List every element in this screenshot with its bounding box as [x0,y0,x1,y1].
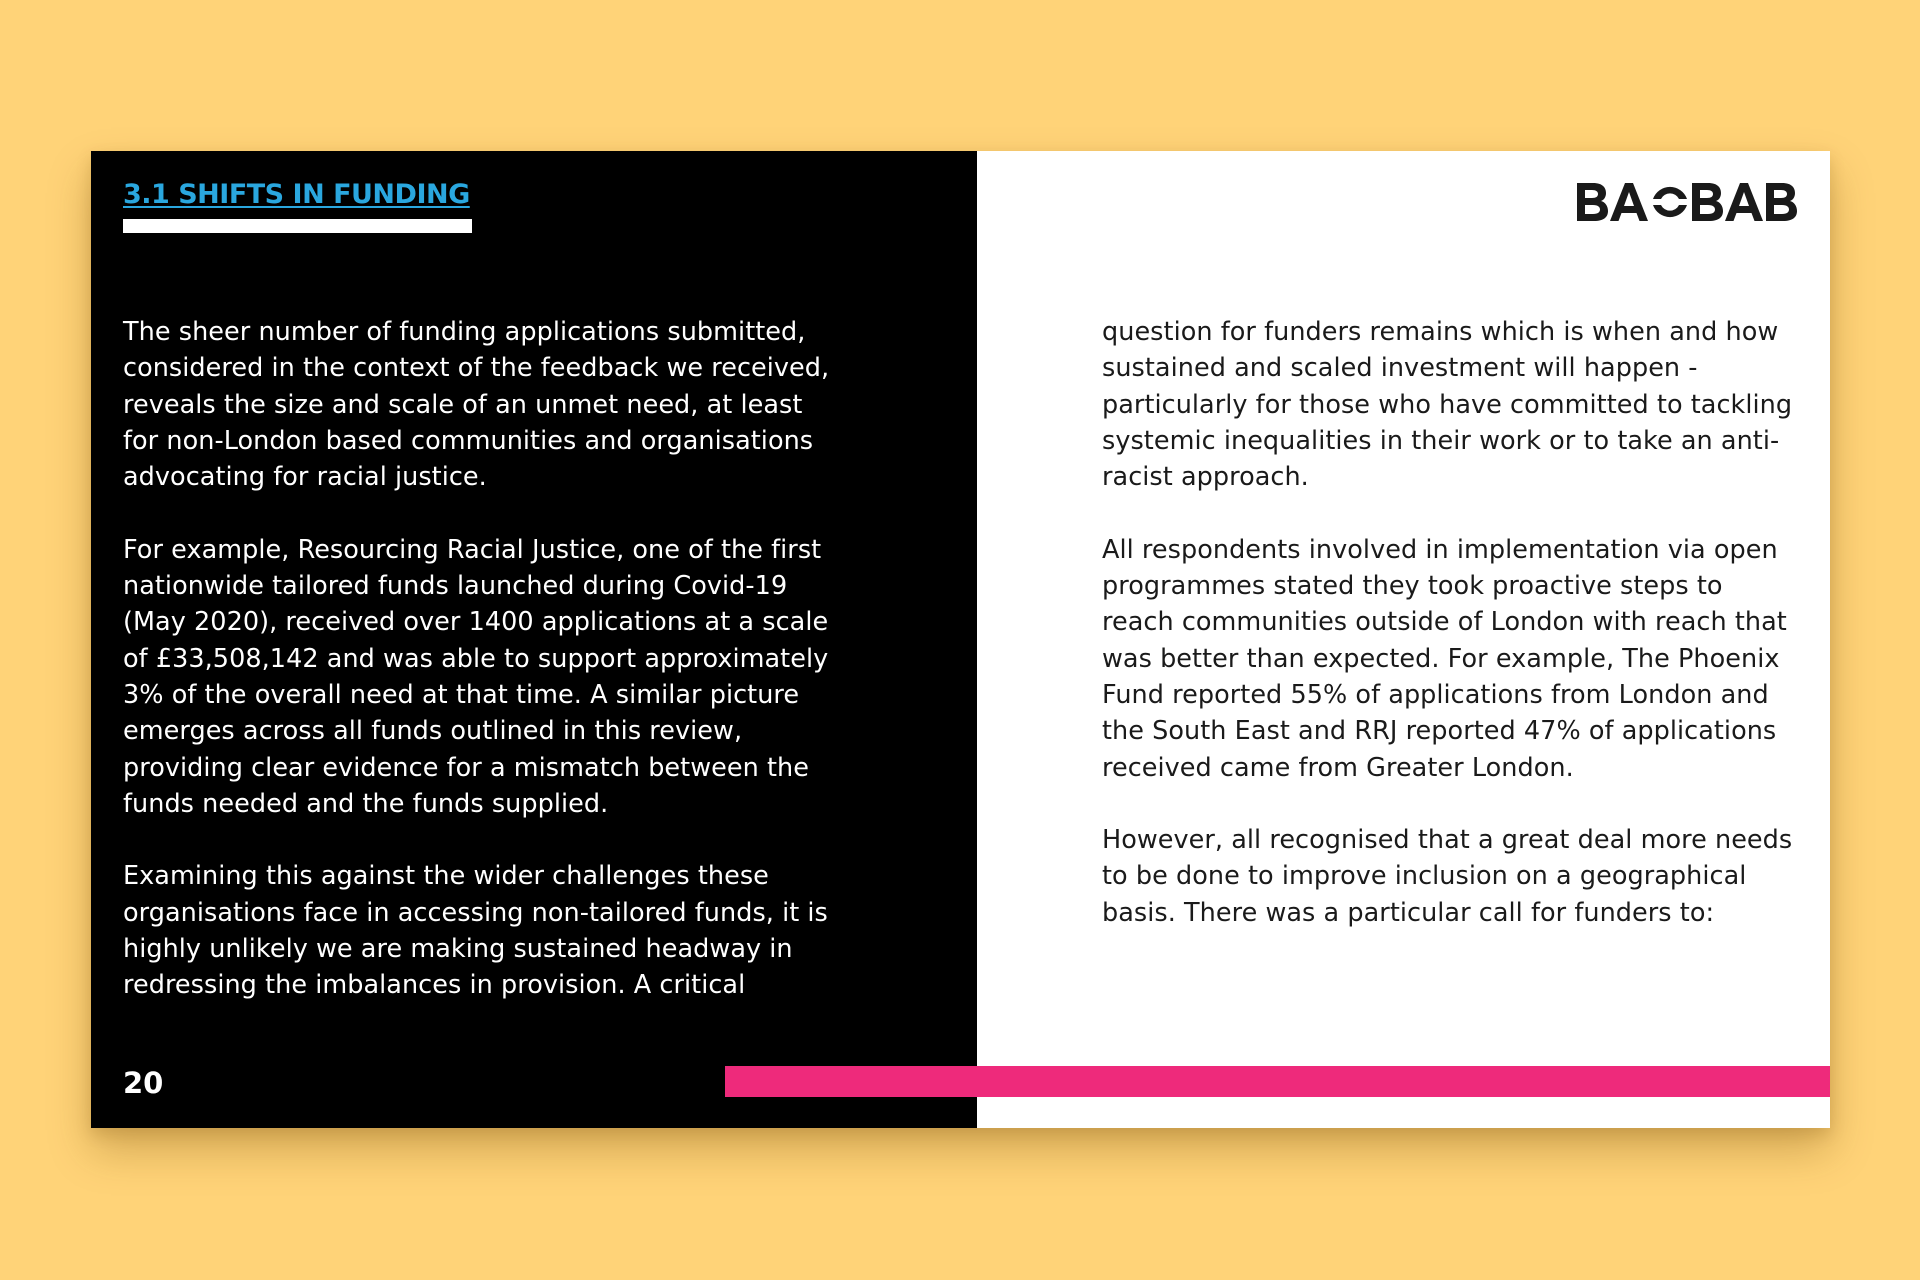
logo-letter-b [1577,183,1608,221]
left-page [91,151,977,1128]
paragraph: The sheer number of funding applications submitted, considered in the context of the feedback we received, reveals the size and scale of an unmet need, at least for non-London based communities and organisations advocating for racial justice. [123,317,830,493]
page-number: 20 [123,1066,164,1100]
logo-letter-o [1653,187,1687,217]
left-text-column [123,314,843,1040]
paragraph: Examining this against the wider challenges these organisations face in accessing non-tailored funds, it is highly unlikely we are making sustained headway in redressing the imbalances in provision. A critical [123,861,828,1001]
section-heading: 3.1 SHIFTS IN FUNDING [123,179,472,233]
baobab-logo [1575,179,1801,225]
pink-accent-bar [725,1066,1830,1097]
right-text-column [1102,314,1802,967]
logo-letter-a [1610,183,1648,221]
logo-letter-b [1766,183,1797,221]
logo-letter-b [1692,183,1723,221]
paragraph: For example, Resourcing Racial Justice, one of the first nationwide tailored funds launched during Covid-19 (May 2020), received over 1400 applications at a scale of £33,508,142 and was able to support approximately 3% of the overall need at that time. A similar picture emerges across all funds outlined in this review, providing clear evidence for a mismatch between the funds needed and the funds supplied. [123,534,829,819]
paragraph: All respondents involved in implementation via open programmes stated they took proactive steps to reach communities outside of London with reach that was better than expected. For example, The Phoenix Fund reported 55% of applications from London and the South East and RRJ reported 47% of applications received came from Greater London. [1102,534,1787,783]
logo-letter-a [1725,183,1763,221]
paragraph: However, all recognised that a great deal more needs to be done to improve inclusion on a geographical basis. There was a particular call for funders to: [1102,825,1793,928]
paragraph: question for funders remains which is when and how sustained and scaled investment will happen - particularly for those who have committed to tackling systemic inequalities in their work or to take an anti-racist approach. [1102,317,1793,493]
